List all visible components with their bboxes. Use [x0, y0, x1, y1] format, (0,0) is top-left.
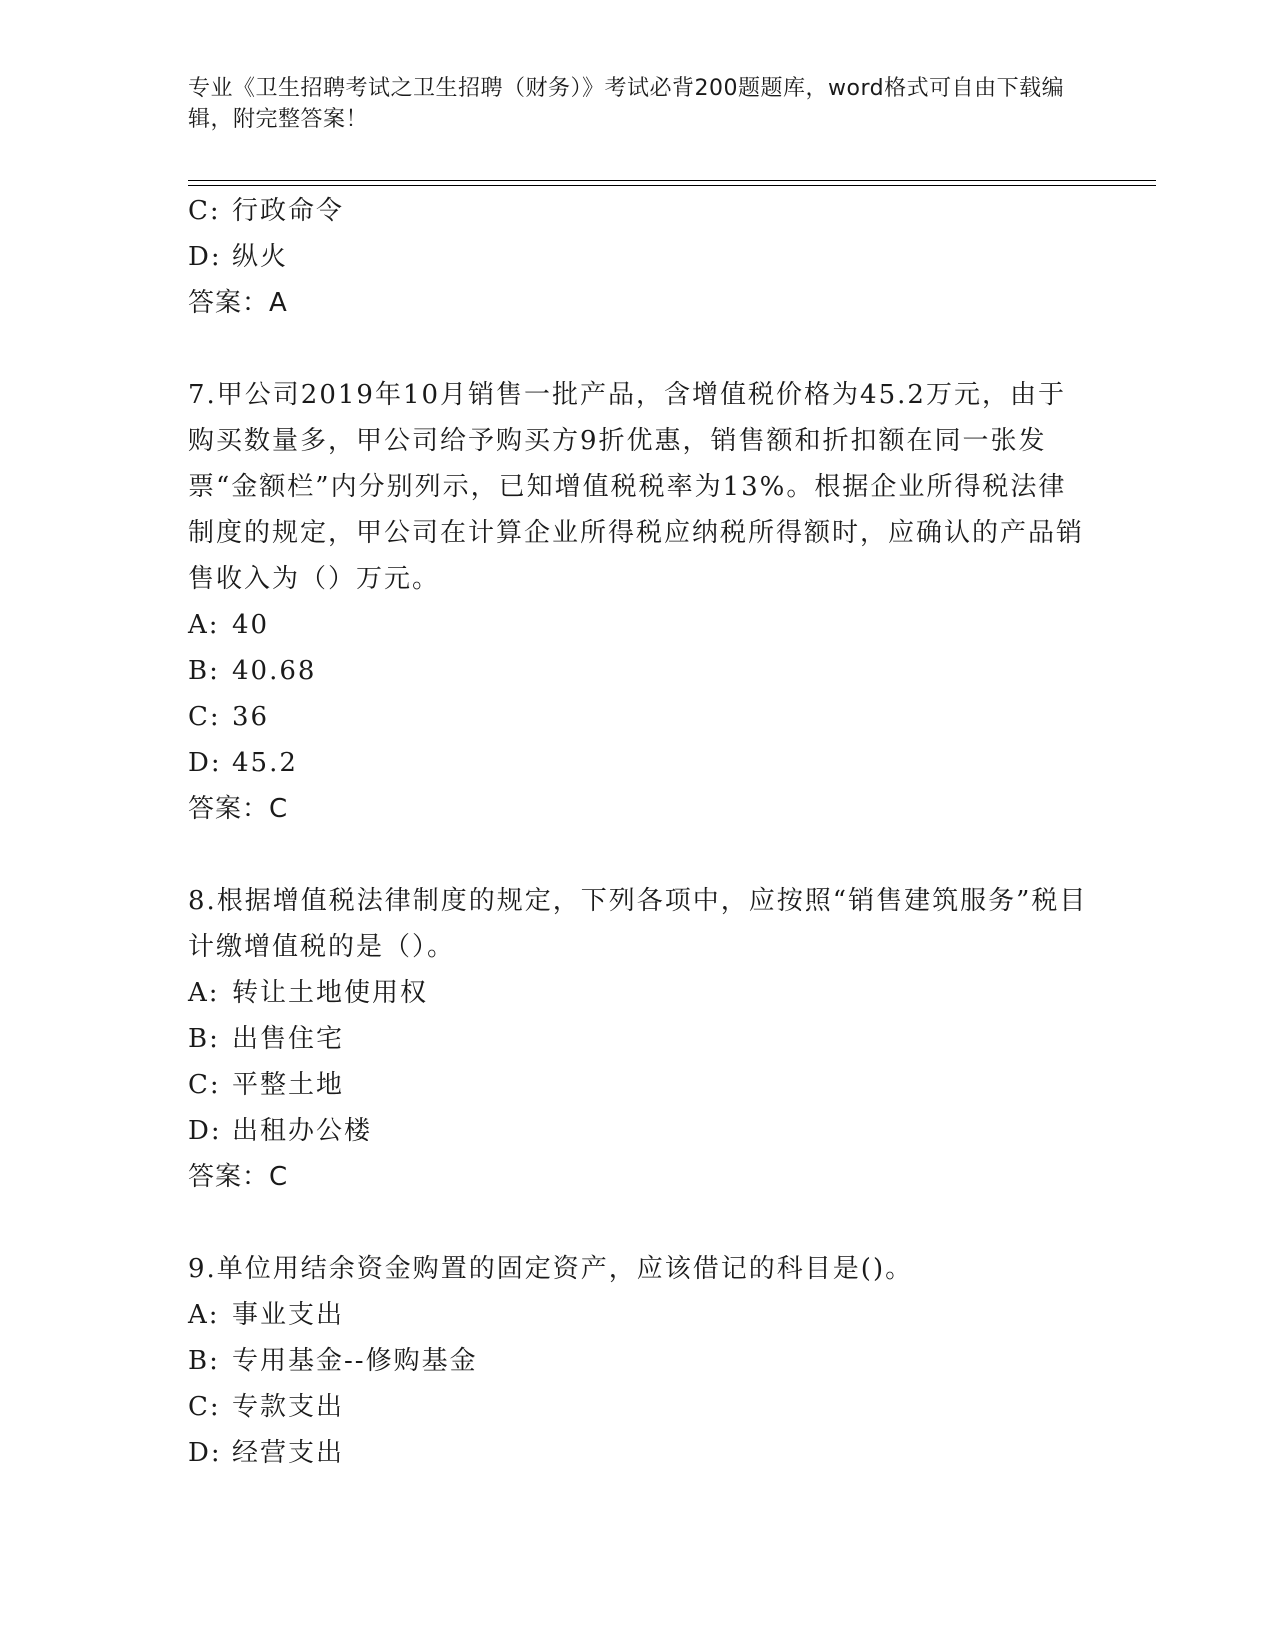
option-c [188, 1062, 1088, 1108]
option-label: C: [188, 196, 221, 226]
option-text: 经营支出 [232, 1438, 345, 1468]
option-label: B: [188, 1024, 220, 1054]
option-d [188, 740, 1088, 786]
question-text: 8.根据增值税法律制度的规定，下列各项中，应按照“销售建筑服务”税目计缴增值税的是（）。 [188, 886, 1088, 962]
option-text: 平整土地 [232, 1070, 345, 1100]
question-text: 7.甲公司2019年10月销售一批产品，含增值税价格为45.2万元，由于购买数量多，甲公司给予购买方9折优惠，销售额和折扣额在同一张发票“金额栏”内分别列示，已知增值税税率为13%。根据企业所得税法律制度的规定，甲公司在计算企业所得税应纳税所得额时，应确认的产品销售收入为（）万元。 [188, 380, 1085, 594]
option-label: D: [188, 1116, 222, 1146]
option-d [188, 234, 1088, 280]
option-text: 纵火 [232, 242, 289, 272]
option-c [188, 1384, 1088, 1430]
header-divider-top [188, 180, 1156, 181]
option-text: 事业支出 [232, 1300, 345, 1330]
previous-question-continuation [188, 188, 1088, 326]
option-c [188, 188, 1088, 234]
option-c [188, 694, 1088, 740]
answer-line: 答案：C [188, 794, 289, 824]
option-a [188, 1292, 1088, 1338]
option-label: D: [188, 748, 222, 778]
answer-line: 答案：A [188, 288, 288, 318]
question-text: 9.单位用结余资金购置的固定资产，应该借记的科目是()。 [188, 1254, 914, 1284]
option-b [188, 648, 1088, 694]
answer-line: 答案：C [188, 1162, 289, 1192]
option-label: C: [188, 1070, 221, 1100]
option-label: B: [188, 1346, 220, 1376]
option-d [188, 1108, 1088, 1154]
option-b [188, 1016, 1088, 1062]
question-9 [188, 1246, 1088, 1476]
option-d [188, 1430, 1088, 1476]
option-label: A: [188, 978, 220, 1008]
option-label: D: [188, 1438, 222, 1468]
header-divider-bottom [188, 185, 1156, 186]
option-a [188, 602, 1088, 648]
option-text: 36 [232, 702, 270, 732]
option-text: 行政命令 [232, 196, 345, 226]
option-label: D: [188, 242, 222, 272]
question-content [188, 188, 1088, 1476]
option-label: C: [188, 1392, 221, 1422]
option-text: 40 [232, 610, 270, 640]
option-text: 出租办公楼 [232, 1116, 373, 1146]
option-label: A: [188, 1300, 220, 1330]
option-text: 40.68 [232, 656, 317, 686]
document-header: 专业《卫生招聘考试之卫生招聘（财务）》考试必背200题题库，word格式可自由下载编辑，附完整答案！ [188, 76, 1065, 132]
option-b [188, 1338, 1088, 1384]
option-text: 45.2 [232, 748, 298, 778]
option-label: A: [188, 610, 220, 640]
option-label: C: [188, 702, 221, 732]
option-text: 出售住宅 [232, 1024, 345, 1054]
question-7 [188, 372, 1088, 832]
option-a [188, 970, 1088, 1016]
question-8 [188, 878, 1088, 1200]
option-text: 专用基金--修购基金 [232, 1346, 478, 1376]
option-text: 专款支出 [232, 1392, 345, 1422]
option-label: B: [188, 656, 220, 686]
option-text: 转让土地使用权 [232, 978, 429, 1008]
